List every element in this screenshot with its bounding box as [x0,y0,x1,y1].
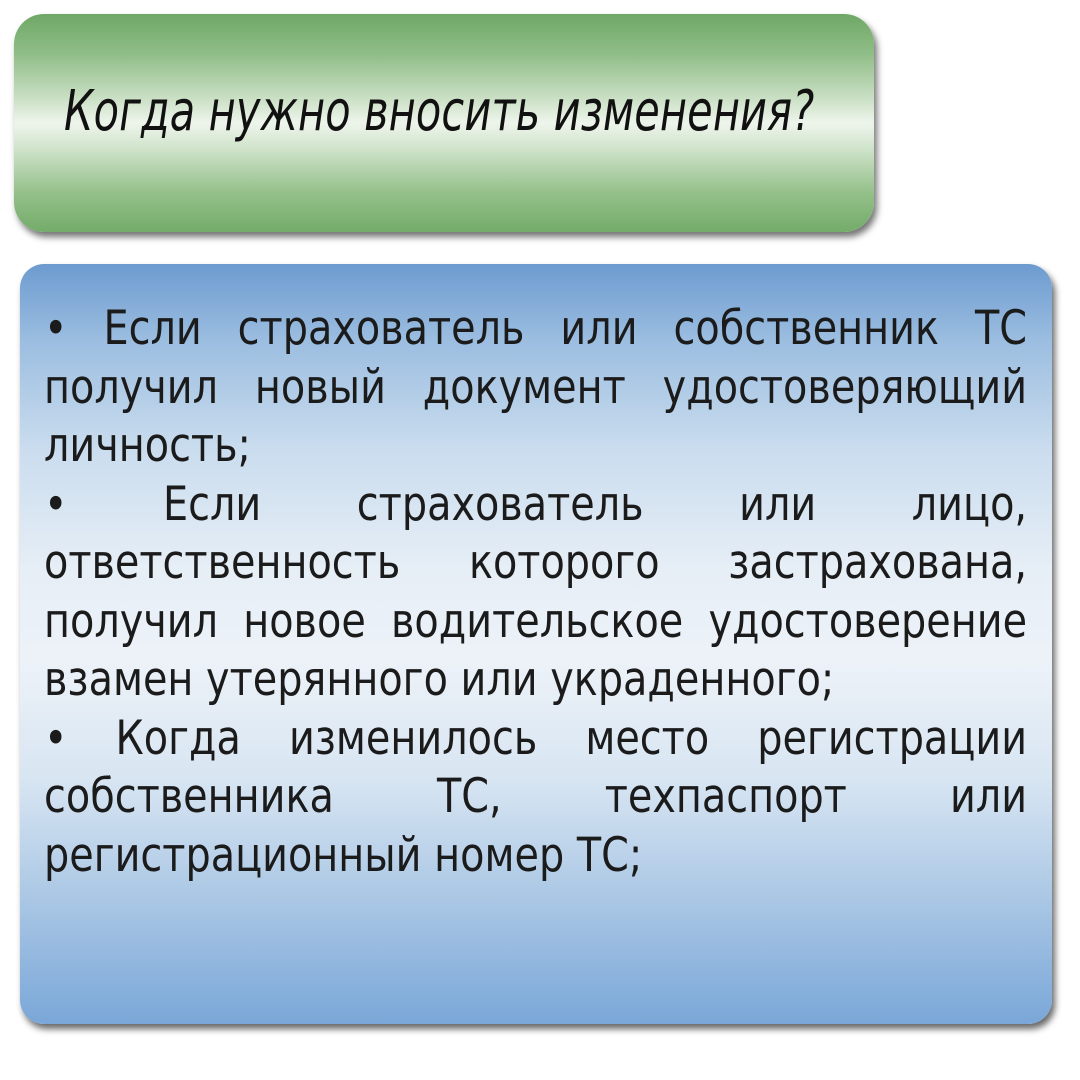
content-panel [20,264,1052,1024]
bullet-icon: • [44,301,68,356]
slide-title: Когда нужно вносить изменения? [64,79,815,144]
list-item-text: Когда изменилось место регистрации собственника ТС, техпаспорт или регистрационный номер ТС; [44,710,1028,883]
title-banner [14,14,874,232]
list-item-text: Если страхователь или лицо, ответственность которого застрахована, получил новое водительское удостоверение взамен утерянного или украденного; [44,476,1028,707]
bullet-icon: • [44,476,68,532]
bullet-icon: • [44,710,68,766]
list-item [44,300,1027,476]
list-item [44,476,1027,710]
list-item [44,710,1027,886]
bullet-list [44,300,1027,885]
list-item-text: Если страхователь или собственник ТС получил новый документ удостоверяющий личность; [44,301,1028,473]
